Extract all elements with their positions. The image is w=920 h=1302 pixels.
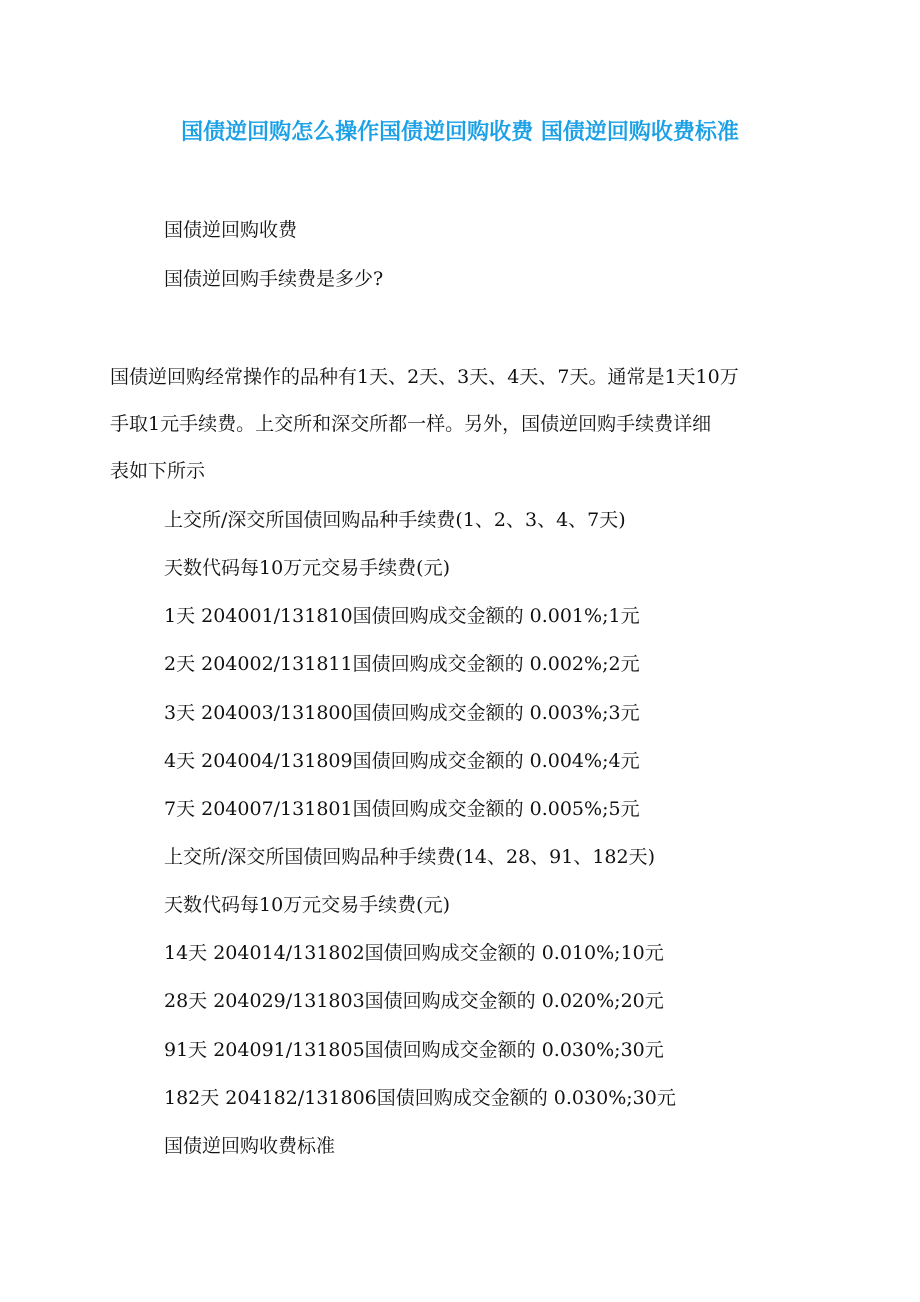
- section-columns: 天数代码每10万元交易手续费(元): [164, 557, 451, 579]
- page-title: 国债逆回购怎么操作国债逆回购收费 国债逆回购收费标准: [181, 120, 739, 145]
- fee-row: 91天 204091/131805国债回购成交金额的 0.030%;30元: [164, 1039, 664, 1061]
- fee-row: 4天 204004/131809国债回购成交金额的 0.004%;4元: [164, 750, 640, 772]
- fee-row: 182天 204182/131806国债回购成交金额的 0.030%;30元: [164, 1087, 676, 1109]
- subtitle-question: 国债逆回购手续费是多少?: [164, 268, 384, 290]
- subtitle-fee: 国债逆回购收费: [164, 219, 298, 241]
- fee-row: 14天 204014/131802国债回购成交金额的 0.010%;10元: [164, 942, 664, 964]
- section-heading: 上交所/深交所国债回购品种手续费(14、28、91、182天): [164, 846, 656, 868]
- section-heading: 上交所/深交所国债回购品种手续费(1、2、3、4、7天): [164, 509, 626, 531]
- intro-line: 表如下所示: [110, 460, 206, 482]
- fee-row: 2天 204002/131811国债回购成交金额的 0.002%;2元: [164, 653, 640, 675]
- footer-heading: 国债逆回购收费标准: [164, 1135, 336, 1157]
- fee-row: 28天 204029/131803国债回购成交金额的 0.020%;20元: [164, 990, 664, 1012]
- fee-row: 7天 204007/131801国债回购成交金额的 0.005%;5元: [164, 798, 640, 820]
- section-columns: 天数代码每10万元交易手续费(元): [164, 894, 451, 916]
- intro-line: 国债逆回购经常操作的品种有1天、2天、3天、4天、7天。通常是1天10万: [110, 366, 739, 388]
- fee-row: 1天 204001/131810国债回购成交金额的 0.001%;1元: [164, 605, 640, 627]
- fee-row: 3天 204003/131800国债回购成交金额的 0.003%;3元: [164, 702, 640, 724]
- intro-line: 手取1元手续费。上交所和深交所都一样。另外，国债逆回购手续费详细: [110, 413, 712, 435]
